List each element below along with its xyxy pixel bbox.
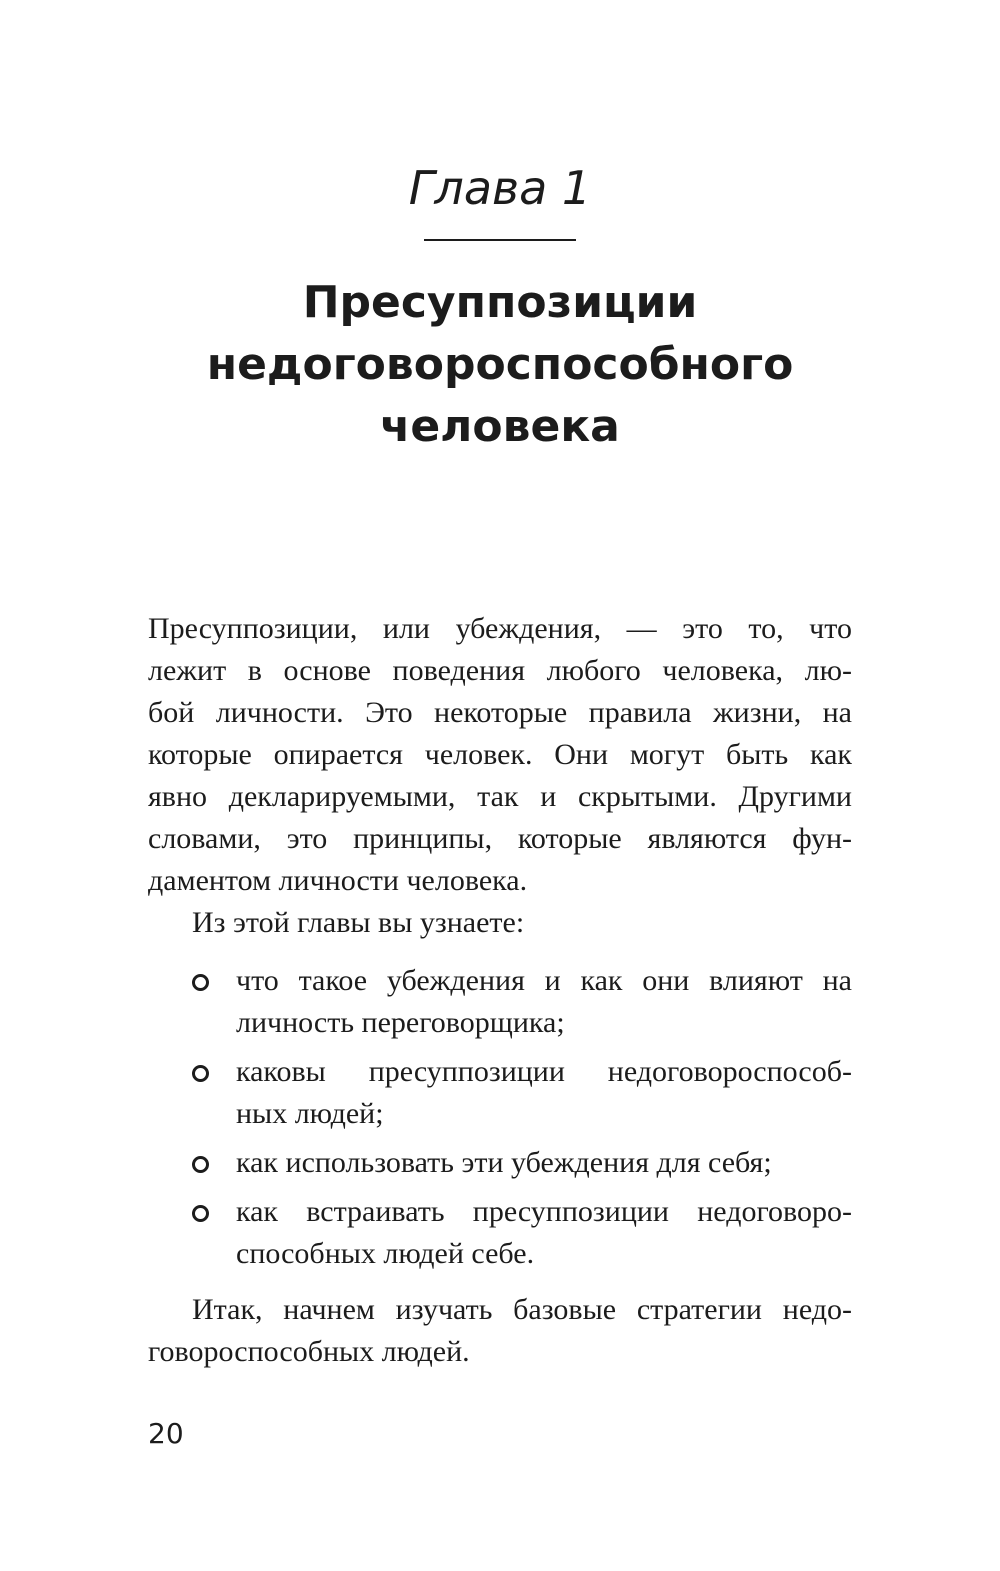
paragraph-line: Из этой главы вы узнаете:: [192, 906, 525, 939]
paragraph-line: явно декларируемыми, так и скрытыми. Другими: [148, 780, 852, 813]
list-item-line: как использовать эти убеждения для себя;: [236, 1146, 772, 1179]
list-item-line: как встраивать пресуппозиции недоговоро-: [236, 1195, 852, 1228]
paragraph-line: которые опирается человек. Они могут быть как: [148, 738, 852, 771]
paragraph-line: говороспособных людей.: [148, 1335, 470, 1368]
chapter-title-line: Пресуппозиции: [302, 277, 698, 328]
list-item: [148, 1142, 852, 1184]
bullet-list: [148, 960, 852, 1282]
lead-in-paragraph: [148, 902, 852, 944]
page-number: 20: [148, 1417, 184, 1450]
list-item-line: личность переговорщика;: [236, 1006, 565, 1039]
paragraph-line: Пресуппозиции, или убеждения, — это то, что: [148, 612, 852, 645]
circle-bullet-icon: [192, 974, 209, 991]
circle-bullet-icon: [192, 1156, 209, 1173]
intro-paragraph: [148, 608, 852, 902]
paragraph-line: даментом личности человека.: [148, 864, 528, 897]
list-item: [148, 1191, 852, 1275]
paragraph-line: словами, это принципы, которые являются фун-: [148, 822, 852, 855]
list-item: [148, 960, 852, 1044]
circle-bullet-icon: [192, 1065, 209, 1082]
paragraph-line: лежит в основе поведения любого человека, лю-: [148, 654, 852, 687]
list-item-line: ных людей;: [236, 1097, 384, 1130]
chapter-title-line: человека: [380, 401, 620, 452]
paragraph-line: Итак, начнем изучать базовые стратегии недо-: [192, 1293, 852, 1326]
list-item-line: способных людей себе.: [236, 1237, 535, 1270]
list-item: [148, 1051, 852, 1135]
list-item-line: что такое убеждения и как они влияют на: [236, 964, 852, 997]
closing-paragraph: [148, 1289, 852, 1373]
circle-bullet-icon: [192, 1205, 209, 1222]
paragraph-line: бой личности. Это некоторые правила жизни, на: [148, 696, 852, 729]
chapter-title-line: недоговороспособного: [206, 339, 794, 390]
chapter-divider: [424, 239, 576, 241]
chapter-label: Глава 1: [408, 161, 592, 215]
chapter-title: [0, 272, 1000, 458]
list-item-line: каковы пресуппозиции недоговороспособ-: [236, 1055, 852, 1088]
